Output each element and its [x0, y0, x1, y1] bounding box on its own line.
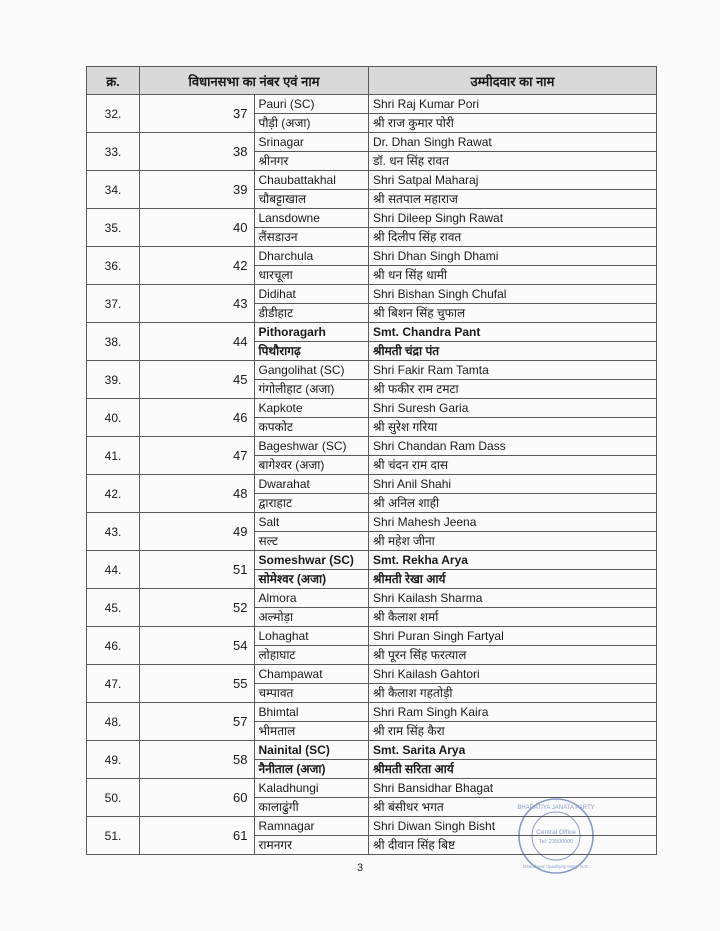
- candidate-name-hindi: श्री पूरन सिंह फरत्याल: [369, 645, 656, 664]
- serial-number: 44.: [87, 551, 140, 589]
- constituency-number: 49: [140, 513, 255, 551]
- constituency-number: 37: [140, 95, 255, 133]
- serial-number: 32.: [87, 95, 140, 133]
- candidate-name-english: Shri Ram Singh Kaira: [373, 705, 489, 719]
- table-row: [87, 703, 657, 741]
- table-row: [87, 437, 657, 475]
- table-row: [87, 589, 657, 627]
- constituency-name-hindi: सोमेश्वर (अजा): [255, 569, 369, 588]
- constituency-number: 60: [140, 779, 255, 817]
- serial-number: 34.: [87, 171, 140, 209]
- table-row: [87, 551, 657, 589]
- constituency-name-english: Chaubattakhal: [258, 173, 336, 187]
- constituency-name-english: Lansdowne: [258, 211, 320, 225]
- page-number: 3: [356, 862, 364, 874]
- table-row: [87, 399, 657, 437]
- candidate-name-hindi: श्री दिलीप सिंह रावत: [369, 227, 656, 246]
- constituency-number: 58: [140, 741, 255, 779]
- constituency-name-english: Didihat: [258, 287, 296, 301]
- table-row: [87, 171, 657, 209]
- serial-number: 47.: [87, 665, 140, 703]
- constituency-name-hindi: पौड़ी (अजा): [255, 113, 369, 132]
- candidate-name-hindi: श्री सुरेश गरिया: [369, 417, 656, 436]
- constituency-cell: [254, 779, 369, 817]
- candidate-cell: [369, 95, 657, 133]
- candidate-cell: [369, 779, 657, 817]
- candidate-name-hindi: श्री बंसीधर भगत: [369, 797, 656, 816]
- candidate-name-english: Shri Satpal Maharaj: [373, 173, 479, 187]
- candidate-cell: [369, 285, 657, 323]
- serial-number: 48.: [87, 703, 140, 741]
- table-row: [87, 475, 657, 513]
- constituency-number: 45: [140, 361, 255, 399]
- constituency-name-hindi: नैनीताल (अजा): [255, 759, 369, 778]
- candidate-name-hindi: श्री चंदन राम दास: [369, 455, 656, 474]
- constituency-name-hindi: लैंसडाउन: [255, 227, 369, 246]
- constituency-cell: [254, 627, 369, 665]
- constituency-number: 40: [140, 209, 255, 247]
- constituency-cell: [254, 209, 369, 247]
- candidate-name-english: Shri Kailash Sharma: [373, 591, 483, 605]
- serial-number: 51.: [87, 817, 140, 855]
- candidate-name-english: Smt. Sarita Arya: [373, 743, 466, 757]
- constituency-name-english: Kaladhungi: [258, 781, 319, 795]
- constituency-name-hindi: कपकोट: [255, 417, 369, 436]
- serial-number: 35.: [87, 209, 140, 247]
- candidate-name-english: Shri Puran Singh Fartyal: [373, 629, 504, 643]
- constituency-name-hindi: चौबट्टाखाल: [255, 189, 369, 208]
- constituency-name-hindi: रामनगर: [255, 835, 369, 854]
- header-serial: क्र.: [87, 67, 140, 95]
- table-row: [87, 513, 657, 551]
- constituency-cell: [254, 513, 369, 551]
- constituency-name-english: Someshwar (SC): [258, 553, 354, 567]
- candidate-name-english: Shri Bishan Singh Chufal: [373, 287, 507, 301]
- constituency-name-english: Dwarahat: [258, 477, 310, 491]
- serial-number: 45.: [87, 589, 140, 627]
- candidate-name-hindi: श्री कैलाश शर्मा: [369, 607, 656, 626]
- candidate-name-english: Dr. Dhan Singh Rawat: [373, 135, 492, 149]
- candidate-name-english: Shri Suresh Garia: [373, 401, 469, 415]
- serial-number: 33.: [87, 133, 140, 171]
- constituency-name-hindi: पिथौरागढ़: [255, 341, 369, 360]
- constituency-name-english: Dharchula: [258, 249, 314, 263]
- constituency-name-hindi: सल्ट: [255, 531, 369, 550]
- candidate-cell: [369, 703, 657, 741]
- seal-bottom-text: Deendayal Upadhyay Marg, N.D.: [522, 864, 590, 869]
- constituency-number: 55: [140, 665, 255, 703]
- constituency-name-hindi: डीडीहाट: [255, 303, 369, 322]
- constituency-name-english: Lohaghat: [258, 629, 309, 643]
- constituency-cell: [254, 817, 369, 855]
- constituency-number: 51: [140, 551, 255, 589]
- party-seal-stamp: [516, 796, 596, 876]
- constituency-cell: [254, 437, 369, 475]
- constituency-cell: [254, 551, 369, 589]
- constituency-number: 52: [140, 589, 255, 627]
- constituency-number: 38: [140, 133, 255, 171]
- candidate-cell: [369, 133, 657, 171]
- seal-outer-text: BHARATIYA JANATA PARTY: [517, 805, 595, 811]
- candidate-name-english: Shri Chandan Ram Dass: [373, 439, 506, 453]
- constituency-name-english: Almora: [258, 591, 297, 605]
- candidate-cell: [369, 551, 657, 589]
- candidate-name-english: Shri Kailash Gahtori: [373, 667, 480, 681]
- constituency-cell: [254, 589, 369, 627]
- candidate-table: [86, 66, 657, 855]
- constituency-name-english: Champawat: [258, 667, 323, 681]
- constituency-name-english: Nainital (SC): [258, 743, 330, 757]
- constituency-name-hindi: धारचूला: [255, 265, 369, 284]
- constituency-name-english: Bageshwar (SC): [258, 439, 347, 453]
- candidate-name-english: Shri Raj Kumar Pori: [373, 97, 480, 111]
- constituency-cell: [254, 95, 369, 133]
- constituency-number: 48: [140, 475, 255, 513]
- constituency-cell: [254, 247, 369, 285]
- candidate-name-hindi: श्री राज कुमार पोरी: [369, 113, 656, 132]
- candidate-cell: [369, 475, 657, 513]
- constituency-number: 46: [140, 399, 255, 437]
- constituency-number: 57: [140, 703, 255, 741]
- constituency-cell: [254, 741, 369, 779]
- candidate-name-hindi: श्री कैलाश गहतोड़ी: [369, 683, 656, 702]
- serial-number: 38.: [87, 323, 140, 361]
- serial-number: 46.: [87, 627, 140, 665]
- constituency-number: 39: [140, 171, 255, 209]
- header-constituency: विधानसभा का नंबर एवं नाम: [140, 67, 369, 95]
- candidate-name-hindi: श्री बिशन सिंह चुफाल: [369, 303, 656, 322]
- constituency-name-hindi: द्वाराहाट: [255, 493, 369, 512]
- serial-number: 43.: [87, 513, 140, 551]
- constituency-number: 54: [140, 627, 255, 665]
- table-row: [87, 247, 657, 285]
- table-row: [87, 627, 657, 665]
- serial-number: 50.: [87, 779, 140, 817]
- constituency-name-hindi: गंगोलीहाट (अजा): [255, 379, 369, 398]
- candidate-name-hindi: श्री सतपाल महाराज: [369, 189, 656, 208]
- table-row: [87, 665, 657, 703]
- candidate-name-hindi: श्रीमती सरिता आर्य: [369, 759, 656, 778]
- constituency-name-hindi: बागेश्वर (अजा): [255, 455, 369, 474]
- constituency-cell: [254, 361, 369, 399]
- candidate-name-english: Shri Diwan Singh Bisht: [373, 819, 496, 833]
- constituency-cell: [254, 171, 369, 209]
- serial-number: 36.: [87, 247, 140, 285]
- candidate-name-english: Smt. Rekha Arya: [373, 553, 468, 567]
- table-row: [87, 95, 657, 133]
- candidate-cell: [369, 817, 657, 855]
- candidate-name-english: Shri Fakir Ram Tamta: [373, 363, 489, 377]
- candidate-name-english: Shri Dhan Singh Dhami: [373, 249, 499, 263]
- constituency-name-english: Pauri (SC): [258, 97, 315, 111]
- table-row: [87, 133, 657, 171]
- candidate-cell: [369, 741, 657, 779]
- serial-number: 49.: [87, 741, 140, 779]
- serial-number: 42.: [87, 475, 140, 513]
- constituency-cell: [254, 665, 369, 703]
- table-row: [87, 323, 657, 361]
- serial-number: 39.: [87, 361, 140, 399]
- candidate-cell: [369, 437, 657, 475]
- candidate-name-english: Shri Mahesh Jeena: [373, 515, 477, 529]
- constituency-cell: [254, 133, 369, 171]
- constituency-name-hindi: अल्मोड़ा: [255, 607, 369, 626]
- constituency-name-hindi: लोहाघाट: [255, 645, 369, 664]
- candidate-cell: [369, 247, 657, 285]
- candidate-cell: [369, 323, 657, 361]
- constituency-number: 47: [140, 437, 255, 475]
- constituency-number: 43: [140, 285, 255, 323]
- candidate-name-hindi: श्री फकीर राम टमटा: [369, 379, 656, 398]
- constituency-number: 42: [140, 247, 255, 285]
- constituency-number: 61: [140, 817, 255, 855]
- candidate-name-hindi: श्री राम सिंह कैरा: [369, 721, 656, 740]
- constituency-name-hindi: श्रीनगर: [255, 151, 369, 170]
- seal-inner-text: Central Office: [536, 829, 576, 836]
- constituency-name-hindi: भीमताल: [255, 721, 369, 740]
- candidate-cell: [369, 209, 657, 247]
- candidate-name-english: Shri Dileep Singh Rawat: [373, 211, 504, 225]
- serial-number: 41.: [87, 437, 140, 475]
- candidate-name-hindi: श्री दीवान सिंह बिष्ट: [369, 835, 656, 854]
- constituency-name-english: Bhimtal: [258, 705, 299, 719]
- candidate-name-hindi: श्रीमती चंद्रा पंत: [369, 341, 656, 360]
- seal-tel: Tel: 23500000: [538, 839, 574, 845]
- candidate-cell: [369, 399, 657, 437]
- table-row: [87, 285, 657, 323]
- candidate-name-hindi: श्री महेश जीना: [369, 531, 656, 550]
- candidate-name-english: Shri Bansidhar Bhagat: [373, 781, 494, 795]
- candidate-cell: [369, 361, 657, 399]
- table-row: [87, 741, 657, 779]
- serial-number: 37.: [87, 285, 140, 323]
- constituency-cell: [254, 285, 369, 323]
- constituency-number: 44: [140, 323, 255, 361]
- constituency-cell: [254, 475, 369, 513]
- constituency-name-english: Gangolihat (SC): [258, 363, 345, 377]
- constituency-name-english: Srinagar: [258, 135, 304, 149]
- constituency-cell: [254, 323, 369, 361]
- constituency-name-hindi: कालाढुंगी: [255, 797, 369, 816]
- header-candidate: उम्मीदवार का नाम: [369, 67, 657, 95]
- constituency-name-english: Salt: [258, 515, 280, 529]
- candidate-cell: [369, 665, 657, 703]
- table-row: [87, 361, 657, 399]
- constituency-name-english: Pithoragarh: [258, 325, 326, 339]
- constituency-name-english: Kapkote: [258, 401, 303, 415]
- table-header-row: [87, 67, 657, 95]
- candidate-name-hindi: श्रीमती रेखा आर्य: [369, 569, 656, 588]
- candidate-name-hindi: श्री धन सिंह धामी: [369, 265, 656, 284]
- candidate-name-hindi: श्री अनिल शाही: [369, 493, 656, 512]
- serial-number: 40.: [87, 399, 140, 437]
- constituency-cell: [254, 703, 369, 741]
- candidate-cell: [369, 171, 657, 209]
- table-row: [87, 209, 657, 247]
- candidate-cell: [369, 513, 657, 551]
- candidate-name-english: Smt. Chandra Pant: [373, 325, 481, 339]
- constituency-name-hindi: चम्पावत: [255, 683, 369, 702]
- candidate-name-english: Shri Anil Shahi: [373, 477, 452, 491]
- candidate-cell: [369, 589, 657, 627]
- constituency-cell: [254, 399, 369, 437]
- candidate-name-hindi: डॉ. धन सिंह रावत: [369, 151, 656, 170]
- constituency-name-english: Ramnagar: [258, 819, 315, 833]
- table-body: [87, 95, 657, 855]
- candidate-cell: [369, 627, 657, 665]
